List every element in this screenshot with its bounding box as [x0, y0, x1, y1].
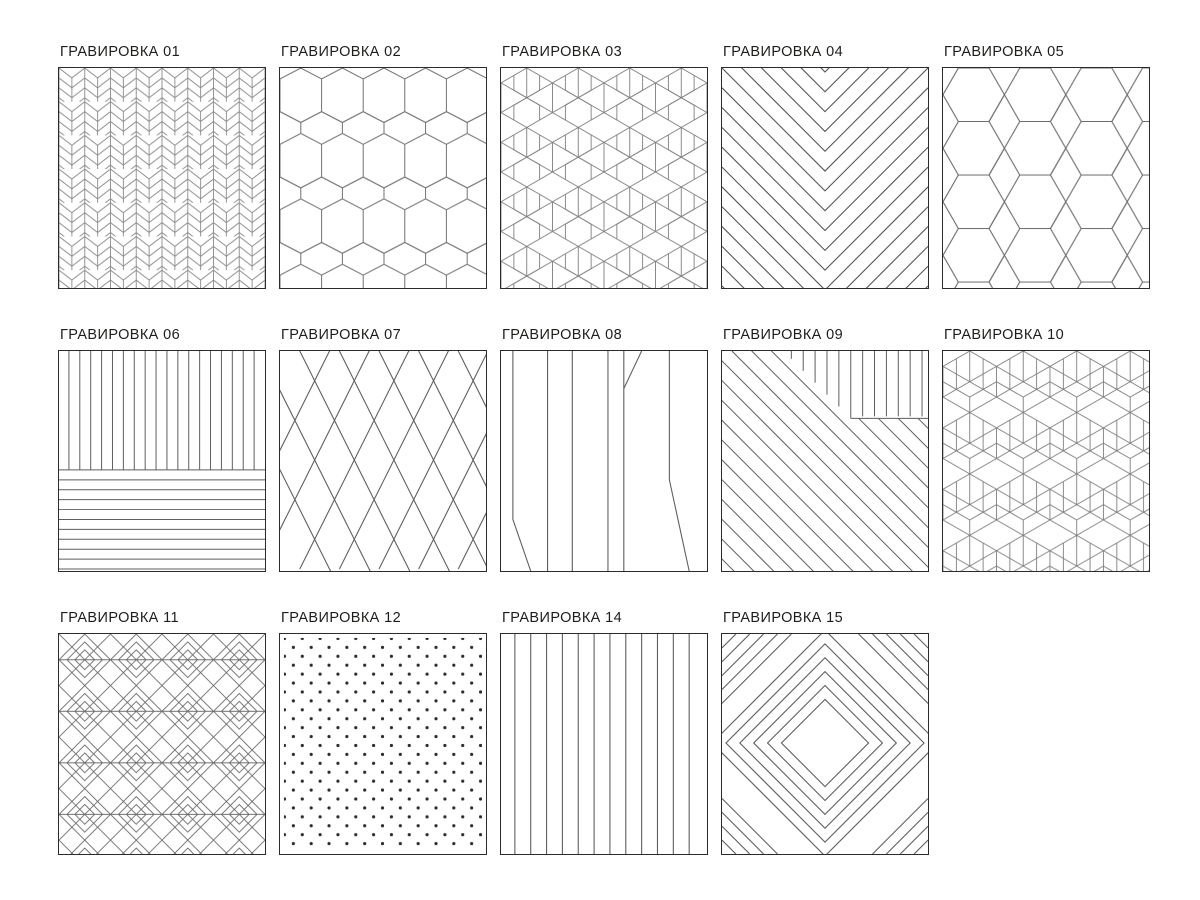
split-lines-icon [59, 351, 265, 571]
pattern-tile-chevron-herringbone [58, 67, 266, 289]
broken-lines-icon [501, 351, 707, 571]
polka-dot-grid-icon [280, 634, 486, 854]
pattern-tile-nested-chevron-diamond-grid [58, 633, 266, 855]
swatch-label: ГРАВИРОВКА 11 [60, 610, 180, 626]
honeycomb-hexagon-icon [943, 68, 1149, 288]
swatch-label: ГРАВИРОВКА 10 [944, 327, 1065, 343]
pattern-tile-honeycomb-hexagon [942, 67, 1150, 289]
swatch-label: ГРАВИРОВКА 09 [723, 327, 844, 343]
swatch-label: ГРАВИРОВКА 15 [723, 610, 844, 626]
swatch-label: ГРАВИРОВКА 03 [502, 44, 623, 60]
diagonal-vertical-stripes-icon [722, 351, 928, 571]
diamond-lattice-icon [280, 351, 486, 571]
swatch-12[interactable] [279, 610, 487, 855]
nested-chevron-diamond-icon [59, 634, 265, 854]
pattern-tile-elongated-hexagon [279, 67, 487, 289]
swatch-label: ГРАВИРОВКА 08 [502, 327, 623, 343]
pattern-tile-isometric-cube-blocks [942, 350, 1150, 572]
vertical-stripes-icon [501, 634, 707, 854]
swatch-06[interactable] [58, 327, 266, 572]
concentric-chevron-x-icon [722, 68, 928, 288]
pattern-tile-sparse-vertical-broken-lines [500, 350, 708, 572]
pattern-tile-concentric-diamond-zigzag [721, 633, 929, 855]
pattern-tile-vertical-horizontal-split-lines [58, 350, 266, 572]
swatch-04[interactable] [721, 44, 929, 289]
swatch-11[interactable] [58, 610, 266, 855]
swatch-02[interactable] [279, 44, 487, 289]
swatch-label: ГРАВИРОВКА 14 [502, 610, 623, 626]
isometric-cube-blocks-icon [943, 351, 1149, 571]
swatch-label: ГРАВИРОВКА 02 [281, 44, 402, 60]
swatch-label: ГРАВИРОВКА 06 [60, 327, 181, 343]
swatch-label: ГРАВИРОВКА 12 [281, 610, 402, 626]
pattern-tile-concentric-chevron-x [721, 67, 929, 289]
elongated-hexagon-icon [280, 68, 486, 288]
pattern-tile-diagonal-and-vertical-stripes [721, 350, 929, 572]
swatch-label: ГРАВИРОВКА 01 [60, 44, 181, 60]
swatch-09[interactable] [721, 327, 929, 572]
swatch-01[interactable] [58, 44, 266, 289]
swatch-03[interactable] [500, 44, 708, 289]
concentric-diamond-zigzag-icon [722, 634, 928, 854]
swatch-label: ГРАВИРОВКА 07 [281, 327, 402, 343]
swatch-07[interactable] [279, 327, 487, 572]
pattern-tile-polka-dot-grid [279, 633, 487, 855]
pattern-grid [58, 44, 1200, 855]
chevron-herringbone-icon [59, 68, 265, 288]
swatch-label: ГРАВИРОВКА 05 [944, 44, 1065, 60]
swatch-10[interactable] [942, 327, 1150, 572]
cube-star-rhombus-icon [501, 68, 707, 288]
pattern-tile-large-diamond-lattice [279, 350, 487, 572]
pattern-tile-vertical-stripes [500, 633, 708, 855]
swatch-15[interactable] [721, 610, 929, 855]
swatch-label: ГРАВИРОВКА 04 [723, 44, 844, 60]
swatch-14[interactable] [500, 610, 708, 855]
swatch-08[interactable] [500, 327, 708, 572]
pattern-tile-cube-star-rhombus [500, 67, 708, 289]
swatch-05[interactable] [942, 44, 1150, 289]
